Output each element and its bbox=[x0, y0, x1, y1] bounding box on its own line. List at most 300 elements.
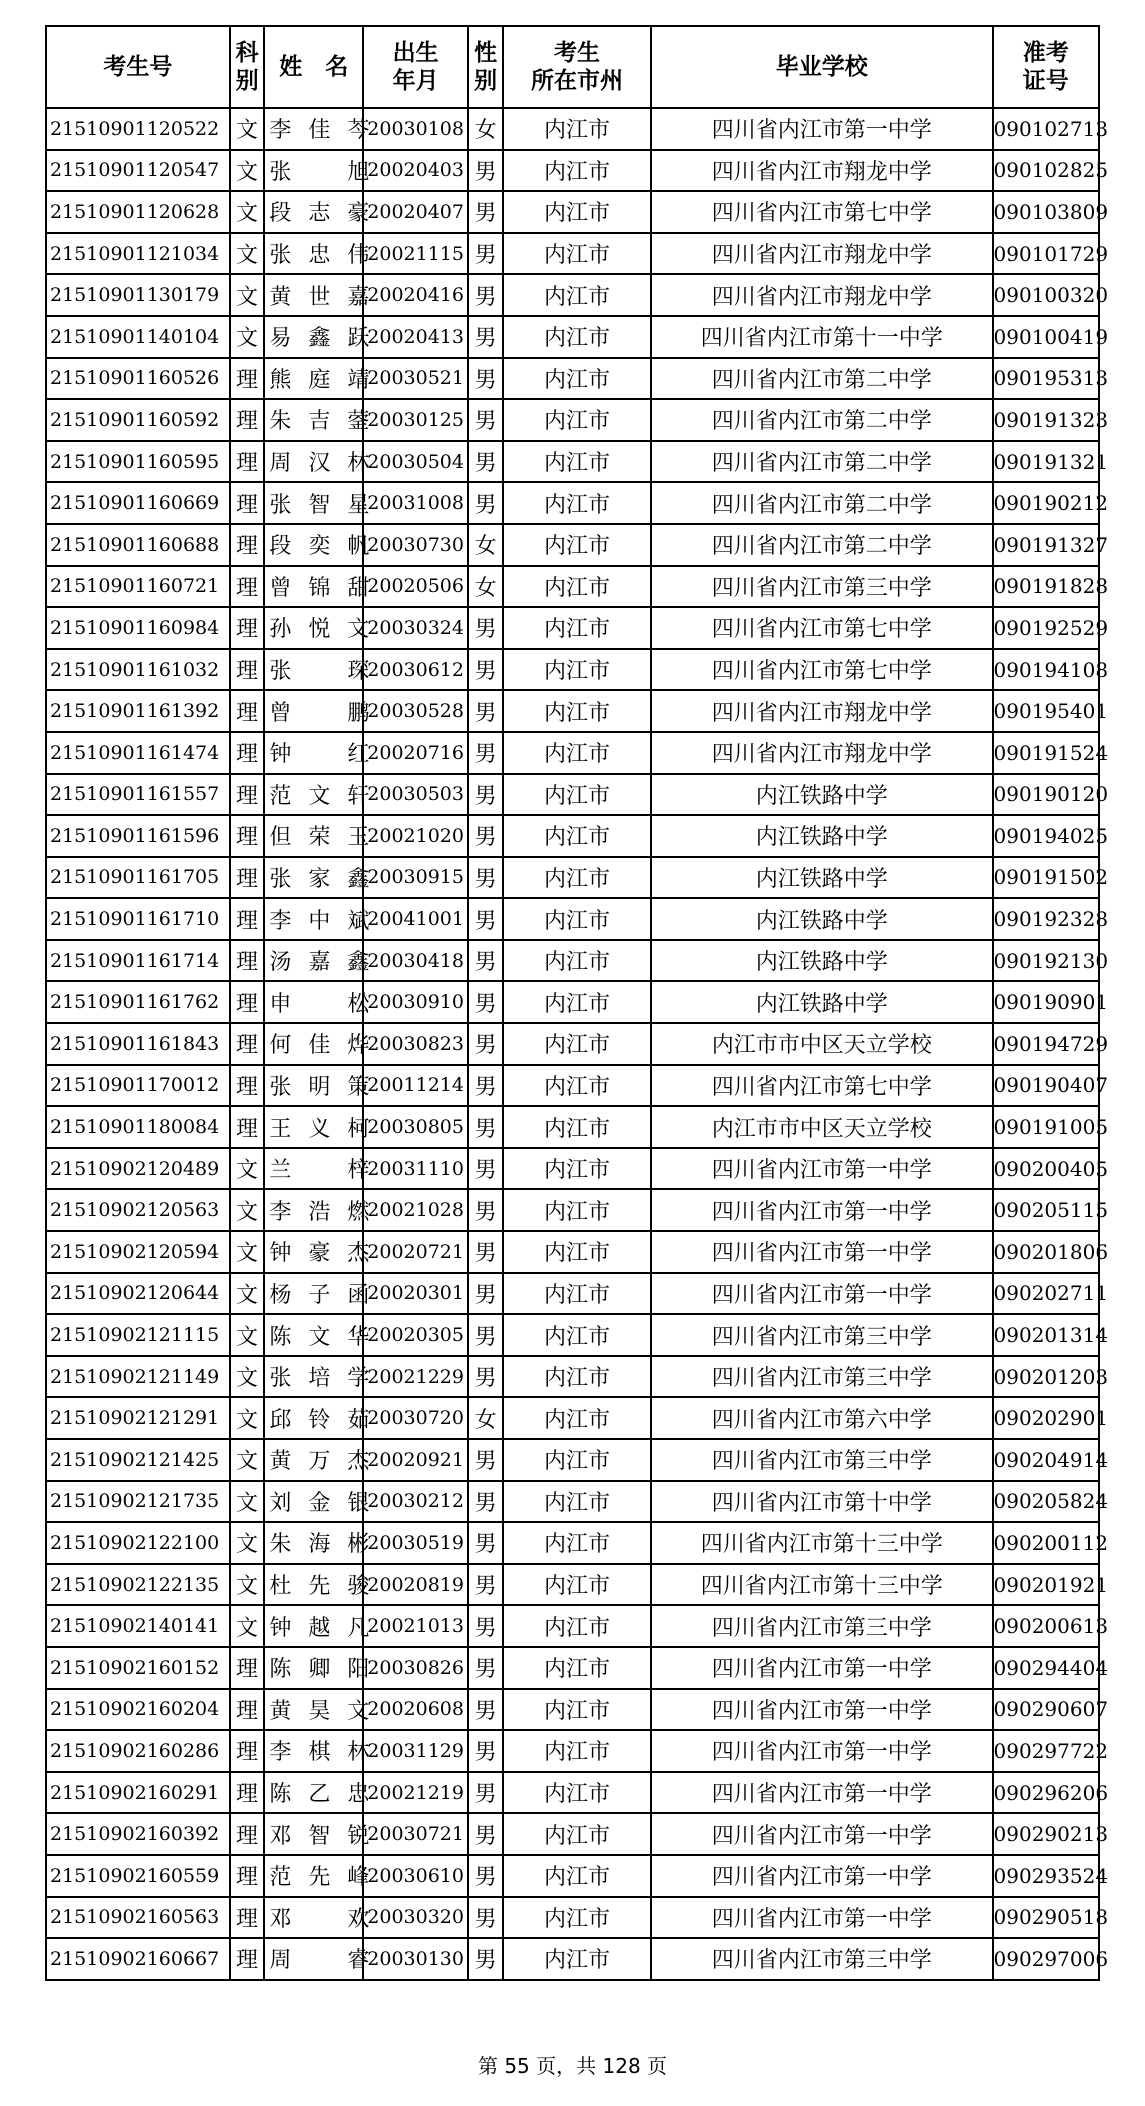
gender-cell: 男 bbox=[468, 274, 503, 316]
name-cell bbox=[264, 1772, 370, 1814]
name-cell bbox=[264, 358, 370, 400]
exam-number-cell: 21510901161474 bbox=[46, 732, 230, 774]
city-cell: 内江市 bbox=[503, 1023, 651, 1065]
exam-number-cell: 21510901160526 bbox=[46, 358, 230, 400]
table-row bbox=[46, 1647, 1099, 1689]
subject-cell: 理 bbox=[230, 1730, 265, 1772]
school-cell: 四川省内江市第一中学 bbox=[651, 108, 993, 150]
subject-cell: 理 bbox=[230, 940, 265, 982]
city-cell: 内江市 bbox=[503, 1730, 651, 1772]
name-char: 黄 bbox=[269, 1698, 292, 1724]
school-cell: 四川省内江市第三中学 bbox=[651, 1356, 993, 1398]
birth-date-cell: 20030125 bbox=[363, 399, 468, 441]
name-char: 星 bbox=[347, 492, 370, 518]
table-row bbox=[46, 1772, 1099, 1814]
name-char: 志 bbox=[308, 201, 331, 227]
name-cell bbox=[264, 1938, 370, 1980]
birth-date-cell: 20030212 bbox=[363, 1481, 468, 1523]
gender-cell: 男 bbox=[468, 898, 503, 940]
name-char: 曾 bbox=[269, 700, 292, 726]
name-char: 浩 bbox=[308, 1199, 331, 1225]
city-cell: 内江市 bbox=[503, 1605, 651, 1647]
exam-number-cell: 21510902120644 bbox=[46, 1273, 230, 1315]
exam-number-cell: 21510902120489 bbox=[46, 1148, 230, 1190]
exam-number-cell: 21510901160595 bbox=[46, 441, 230, 483]
birth-date-cell: 20030826 bbox=[363, 1647, 468, 1689]
city-cell: 内江市 bbox=[503, 399, 651, 441]
subject-cell: 理 bbox=[230, 690, 265, 732]
admission-ticket-cell: 090293524 bbox=[993, 1855, 1099, 1897]
name-char: 何 bbox=[269, 1033, 292, 1059]
birth-date-cell: 20030320 bbox=[363, 1897, 468, 1939]
name-text bbox=[269, 1486, 369, 1517]
city-cell: 内江市 bbox=[503, 1106, 651, 1148]
birth-date-cell: 20030519 bbox=[363, 1522, 468, 1564]
school-cell: 四川省内江市第一中学 bbox=[651, 1273, 993, 1315]
exam-number-cell: 21510901160688 bbox=[46, 524, 230, 566]
school-cell: 四川省内江市翔龙中学 bbox=[651, 150, 993, 192]
school-cell: 四川省内江市第二中学 bbox=[651, 358, 993, 400]
birth-date-cell: 20020819 bbox=[363, 1564, 468, 1606]
name-char: 黄 bbox=[269, 1449, 292, 1475]
birth-date-cell: 20020921 bbox=[363, 1439, 468, 1481]
admission-ticket-cell: 090100419 bbox=[993, 316, 1099, 358]
subject-cell: 文 bbox=[230, 1189, 265, 1231]
name-char: 茹 bbox=[347, 1407, 370, 1433]
city-cell: 内江市 bbox=[503, 1564, 651, 1606]
name-char: 燃 bbox=[347, 1199, 370, 1225]
name-cell bbox=[264, 1689, 370, 1731]
city-cell: 内江市 bbox=[503, 441, 651, 483]
header-exam-number bbox=[46, 26, 230, 108]
school-cell: 四川省内江市第三中学 bbox=[651, 1314, 993, 1356]
name-cell bbox=[264, 1189, 370, 1231]
table-row bbox=[46, 358, 1099, 400]
name-text bbox=[269, 904, 369, 935]
name-char: 松 bbox=[347, 991, 370, 1017]
school-cell: 四川省内江市翔龙中学 bbox=[651, 690, 993, 732]
birth-date-cell: 20020721 bbox=[363, 1231, 468, 1273]
birth-date-cell: 20041001 bbox=[363, 898, 468, 940]
name-cell bbox=[264, 482, 370, 524]
birth-date-cell: 20020403 bbox=[363, 150, 468, 192]
subject-cell: 理 bbox=[230, 1772, 265, 1814]
name-char: 忠 bbox=[308, 243, 331, 269]
city-cell: 内江市 bbox=[503, 898, 651, 940]
table-row bbox=[46, 898, 1099, 940]
name-text bbox=[269, 280, 369, 311]
school-cell: 内江铁路中学 bbox=[651, 940, 993, 982]
page-footer: 第 55 页，共 128 页 bbox=[477, 2054, 668, 2078]
city-cell: 内江市 bbox=[503, 732, 651, 774]
city-cell: 内江市 bbox=[503, 1522, 651, 1564]
admission-ticket-cell: 090101729 bbox=[993, 233, 1099, 275]
exam-number-cell: 21510902140141 bbox=[46, 1605, 230, 1647]
table-row bbox=[46, 399, 1099, 441]
table-row bbox=[46, 1897, 1099, 1939]
name-cell bbox=[264, 524, 370, 566]
city-cell: 内江市 bbox=[503, 191, 651, 233]
name-cell bbox=[264, 274, 370, 316]
gender-cell: 男 bbox=[468, 150, 503, 192]
birth-date-cell: 20020413 bbox=[363, 316, 468, 358]
city-cell: 内江市 bbox=[503, 358, 651, 400]
exam-number-cell: 21510901120522 bbox=[46, 108, 230, 150]
admission-ticket-cell: 090200112 bbox=[993, 1522, 1099, 1564]
birth-date-cell: 20030915 bbox=[363, 857, 468, 899]
subject-cell: 理 bbox=[230, 857, 265, 899]
gender-cell: 男 bbox=[468, 981, 503, 1023]
city-cell: 内江市 bbox=[503, 607, 651, 649]
admission-ticket-cell: 090191502 bbox=[993, 857, 1099, 899]
name-text bbox=[269, 862, 369, 893]
city-cell: 内江市 bbox=[503, 150, 651, 192]
subject-cell: 文 bbox=[230, 1273, 265, 1315]
admission-ticket-cell: 090191321 bbox=[993, 441, 1099, 483]
gender-cell: 男 bbox=[468, 1897, 503, 1939]
city-cell: 内江市 bbox=[503, 1481, 651, 1523]
birth-date-cell: 20030504 bbox=[363, 441, 468, 483]
table-row bbox=[46, 108, 1099, 150]
exam-number-cell: 21510901161596 bbox=[46, 815, 230, 857]
exam-number-cell: 21510902120563 bbox=[46, 1189, 230, 1231]
gender-cell: 男 bbox=[468, 1647, 503, 1689]
name-char: 庭 bbox=[308, 367, 331, 393]
name-char: 旭 bbox=[347, 159, 370, 185]
name-char: 陈 bbox=[269, 1782, 292, 1808]
city-cell: 内江市 bbox=[503, 1439, 651, 1481]
name-cell bbox=[264, 1397, 370, 1439]
header-line: 科 bbox=[235, 40, 259, 66]
name-text bbox=[269, 1320, 369, 1351]
name-char: 凡 bbox=[347, 1615, 370, 1641]
name-char: 斌 bbox=[347, 908, 370, 934]
subject-cell: 理 bbox=[230, 649, 265, 691]
admission-ticket-cell: 090191828 bbox=[993, 566, 1099, 608]
name-text bbox=[269, 404, 369, 435]
admission-ticket-cell: 090194729 bbox=[993, 1023, 1099, 1065]
name-cell bbox=[264, 1231, 370, 1273]
exam-number-cell: 21510902160286 bbox=[46, 1730, 230, 1772]
birth-date-cell: 20030720 bbox=[363, 1397, 468, 1439]
header-gender bbox=[468, 26, 503, 108]
name-char: 杰 bbox=[347, 1241, 370, 1267]
name-char: 陈 bbox=[269, 1657, 292, 1683]
table-row bbox=[46, 191, 1099, 233]
name-char: 汤 bbox=[269, 950, 292, 976]
birth-date-cell: 20011214 bbox=[363, 1065, 468, 1107]
birth-date-cell: 20030324 bbox=[363, 607, 468, 649]
admission-ticket-cell: 090191524 bbox=[993, 732, 1099, 774]
gender-cell: 男 bbox=[468, 482, 503, 524]
table-row bbox=[46, 940, 1099, 982]
school-cell: 四川省内江市第七中学 bbox=[651, 191, 993, 233]
admission-ticket-cell: 090297722 bbox=[993, 1730, 1099, 1772]
gender-cell: 男 bbox=[468, 1522, 503, 1564]
exam-number-cell: 21510902120594 bbox=[46, 1231, 230, 1273]
name-cell bbox=[264, 441, 370, 483]
admission-ticket-cell: 090204914 bbox=[993, 1439, 1099, 1481]
name-char: 锦 bbox=[308, 575, 331, 601]
name-char: 跃 bbox=[347, 326, 370, 352]
city-cell: 内江市 bbox=[503, 274, 651, 316]
name-char: 邓 bbox=[269, 1823, 292, 1849]
name-char: 张 bbox=[269, 492, 292, 518]
exam-number-cell: 21510902160559 bbox=[46, 1855, 230, 1897]
header-line: 别 bbox=[235, 68, 259, 94]
name-text bbox=[269, 1819, 369, 1850]
birth-date-cell: 20020305 bbox=[363, 1314, 468, 1356]
name-cell bbox=[264, 1605, 370, 1647]
name-char: 荣 bbox=[308, 825, 331, 851]
name-char: 彬 bbox=[347, 1532, 370, 1558]
exam-number-cell: 21510901130179 bbox=[46, 274, 230, 316]
admission-ticket-cell: 090191323 bbox=[993, 399, 1099, 441]
city-cell: 内江市 bbox=[503, 1647, 651, 1689]
birth-date-cell: 20030612 bbox=[363, 649, 468, 691]
name-char: 华 bbox=[347, 1324, 370, 1350]
gender-cell: 男 bbox=[468, 441, 503, 483]
name-char: 兰 bbox=[269, 1158, 292, 1184]
gender-cell: 男 bbox=[468, 1106, 503, 1148]
name-text bbox=[269, 654, 369, 685]
table-row bbox=[46, 690, 1099, 732]
birth-date-cell: 20020716 bbox=[363, 732, 468, 774]
gender-cell: 女 bbox=[468, 524, 503, 566]
name-char: 孙 bbox=[269, 617, 292, 643]
admission-ticket-cell: 090290518 bbox=[993, 1897, 1099, 1939]
subject-cell: 理 bbox=[230, 1647, 265, 1689]
birth-date-cell: 20030108 bbox=[363, 108, 468, 150]
header-school bbox=[651, 26, 993, 108]
admission-ticket-cell: 090297006 bbox=[993, 1938, 1099, 1980]
name-char: 学 bbox=[347, 1366, 370, 1392]
subject-cell: 理 bbox=[230, 1897, 265, 1939]
gender-cell: 男 bbox=[468, 1855, 503, 1897]
name-text bbox=[269, 612, 369, 643]
city-cell: 内江市 bbox=[503, 1314, 651, 1356]
name-text bbox=[269, 1860, 369, 1891]
header-admission-ticket bbox=[993, 26, 1099, 108]
table-row bbox=[46, 233, 1099, 275]
gender-cell: 男 bbox=[468, 857, 503, 899]
table-row bbox=[46, 524, 1099, 566]
table-row bbox=[46, 815, 1099, 857]
subject-cell: 理 bbox=[230, 815, 265, 857]
table-row bbox=[46, 857, 1099, 899]
name-text bbox=[269, 737, 369, 768]
name-cell bbox=[264, 774, 370, 816]
gender-cell: 男 bbox=[468, 1065, 503, 1107]
name-cell bbox=[264, 940, 370, 982]
name-text bbox=[269, 1361, 369, 1392]
header-line: 年月 bbox=[392, 68, 439, 94]
exam-number-cell: 21510902160204 bbox=[46, 1689, 230, 1731]
gender-cell: 女 bbox=[468, 108, 503, 150]
exam-number-cell: 21510901121034 bbox=[46, 233, 230, 275]
birth-date-cell: 20030805 bbox=[363, 1106, 468, 1148]
gender-cell: 男 bbox=[468, 1772, 503, 1814]
school-cell: 四川省内江市第二中学 bbox=[651, 524, 993, 566]
name-char: 世 bbox=[308, 284, 331, 310]
table-row bbox=[46, 1813, 1099, 1855]
exam-number-cell: 21510902121149 bbox=[46, 1356, 230, 1398]
name-char: 柯 bbox=[347, 1116, 370, 1142]
subject-cell: 文 bbox=[230, 1564, 265, 1606]
birth-date-cell: 20021020 bbox=[363, 815, 468, 857]
table-row bbox=[46, 1855, 1099, 1897]
school-cell: 四川省内江市第一中学 bbox=[651, 1772, 993, 1814]
subject-cell: 理 bbox=[230, 1938, 265, 1980]
gender-cell: 男 bbox=[468, 316, 503, 358]
table-row bbox=[46, 1273, 1099, 1315]
exam-number-cell: 21510902160291 bbox=[46, 1772, 230, 1814]
name-cell bbox=[264, 1522, 370, 1564]
subject-cell: 文 bbox=[230, 1314, 265, 1356]
header-line: 性 bbox=[474, 40, 498, 66]
name-cell bbox=[264, 1356, 370, 1398]
gender-cell: 男 bbox=[468, 1730, 503, 1772]
table-row bbox=[46, 1106, 1099, 1148]
header-line: 姓 名 bbox=[279, 54, 349, 80]
name-cell bbox=[264, 1897, 370, 1939]
name-char: 海 bbox=[308, 1532, 331, 1558]
table-row bbox=[46, 1397, 1099, 1439]
name-char: 朱 bbox=[269, 1532, 292, 1558]
name-char: 铃 bbox=[308, 1407, 331, 1433]
school-cell: 四川省内江市第一中学 bbox=[651, 1148, 993, 1190]
school-cell: 四川省内江市第一中学 bbox=[651, 1730, 993, 1772]
subject-cell: 文 bbox=[230, 150, 265, 192]
name-char: 乙 bbox=[308, 1782, 331, 1808]
birth-date-cell: 20020301 bbox=[363, 1273, 468, 1315]
school-cell: 四川省内江市第十三中学 bbox=[651, 1522, 993, 1564]
subject-cell: 理 bbox=[230, 1106, 265, 1148]
table-row bbox=[46, 1356, 1099, 1398]
gender-cell: 男 bbox=[468, 815, 503, 857]
name-char: 卿 bbox=[308, 1657, 331, 1683]
name-char: 佳 bbox=[308, 118, 331, 144]
table-row bbox=[46, 1605, 1099, 1647]
admission-ticket-cell: 090191327 bbox=[993, 524, 1099, 566]
subject-cell: 理 bbox=[230, 774, 265, 816]
name-char: 文 bbox=[308, 783, 331, 809]
header-name bbox=[264, 26, 363, 108]
birth-date-cell: 20021115 bbox=[363, 233, 468, 275]
admission-ticket-cell: 090195401 bbox=[993, 690, 1099, 732]
name-char: 吉 bbox=[308, 409, 331, 435]
city-cell: 内江市 bbox=[503, 649, 651, 691]
name-char: 张 bbox=[269, 1366, 292, 1392]
exam-number-cell: 21510901160592 bbox=[46, 399, 230, 441]
name-char: 范 bbox=[269, 783, 292, 809]
name-cell bbox=[264, 1647, 370, 1689]
subject-cell: 理 bbox=[230, 1065, 265, 1107]
name-char: 红 bbox=[347, 742, 370, 768]
school-cell: 四川省内江市翔龙中学 bbox=[651, 274, 993, 316]
table-row bbox=[46, 1689, 1099, 1731]
table-row bbox=[46, 1481, 1099, 1523]
exam-number-cell: 21510902121291 bbox=[46, 1397, 230, 1439]
name-char: 鑫 bbox=[347, 866, 370, 892]
name-cell bbox=[264, 1564, 370, 1606]
header-birth-date bbox=[363, 26, 468, 108]
city-cell: 内江市 bbox=[503, 566, 651, 608]
school-cell: 四川省内江市第一中学 bbox=[651, 1689, 993, 1731]
gender-cell: 男 bbox=[468, 774, 503, 816]
name-text bbox=[269, 488, 369, 519]
name-char: 欢 bbox=[347, 1906, 370, 1932]
school-cell: 内江铁路中学 bbox=[651, 815, 993, 857]
name-text bbox=[269, 1569, 369, 1600]
admission-ticket-cell: 090202711 bbox=[993, 1273, 1099, 1315]
admission-ticket-cell: 090201921 bbox=[993, 1564, 1099, 1606]
name-char: 智 bbox=[308, 1823, 331, 1849]
table-row bbox=[46, 441, 1099, 483]
gender-cell: 男 bbox=[468, 1938, 503, 1980]
name-cell bbox=[264, 1023, 370, 1065]
name-text bbox=[269, 1611, 369, 1642]
subject-cell: 理 bbox=[230, 732, 265, 774]
city-cell: 内江市 bbox=[503, 1897, 651, 1939]
name-char: 银 bbox=[347, 1490, 370, 1516]
birth-date-cell: 20030528 bbox=[363, 690, 468, 732]
subject-cell: 理 bbox=[230, 358, 265, 400]
birth-date-cell: 20020608 bbox=[363, 1689, 468, 1731]
header-line: 所在市州 bbox=[530, 68, 623, 94]
name-char: 文 bbox=[347, 617, 370, 643]
header-line: 考生 bbox=[553, 40, 600, 66]
exam-number-cell: 21510901161557 bbox=[46, 774, 230, 816]
exam-number-cell: 21510901161392 bbox=[46, 690, 230, 732]
name-char: 豪 bbox=[347, 201, 370, 227]
city-cell: 内江市 bbox=[503, 482, 651, 524]
name-text bbox=[269, 1070, 369, 1101]
name-text bbox=[269, 446, 369, 477]
name-char: 张 bbox=[269, 243, 292, 269]
name-text bbox=[269, 363, 369, 394]
city-cell: 内江市 bbox=[503, 857, 651, 899]
name-char: 范 bbox=[269, 1865, 292, 1891]
gender-cell: 女 bbox=[468, 1397, 503, 1439]
name-char: 李 bbox=[269, 1740, 292, 1766]
name-char: 钟 bbox=[269, 742, 292, 768]
name-text bbox=[269, 1195, 369, 1226]
name-cell bbox=[264, 815, 370, 857]
name-char: 申 bbox=[269, 991, 292, 1017]
exam-number-cell: 21510901161843 bbox=[46, 1023, 230, 1065]
name-char: 文 bbox=[308, 1324, 331, 1350]
name-text bbox=[269, 1028, 369, 1059]
name-char: 张 bbox=[269, 159, 292, 185]
birth-date-cell: 20031110 bbox=[363, 1148, 468, 1190]
name-char: 鑫 bbox=[347, 950, 370, 976]
table-row bbox=[46, 274, 1099, 316]
school-cell: 内江铁路中学 bbox=[651, 774, 993, 816]
subject-cell: 理 bbox=[230, 482, 265, 524]
name-text bbox=[269, 820, 369, 851]
birth-date-cell: 20020407 bbox=[363, 191, 468, 233]
subject-cell: 文 bbox=[230, 1605, 265, 1647]
admission-ticket-cell: 090201806 bbox=[993, 1231, 1099, 1273]
name-char: 嘉 bbox=[308, 950, 331, 976]
school-cell: 四川省内江市第十一中学 bbox=[651, 316, 993, 358]
gender-cell: 男 bbox=[468, 1356, 503, 1398]
name-char: 佳 bbox=[308, 1033, 331, 1059]
school-cell: 四川省内江市第二中学 bbox=[651, 399, 993, 441]
subject-cell: 理 bbox=[230, 898, 265, 940]
school-cell: 四川省内江市第六中学 bbox=[651, 1397, 993, 1439]
